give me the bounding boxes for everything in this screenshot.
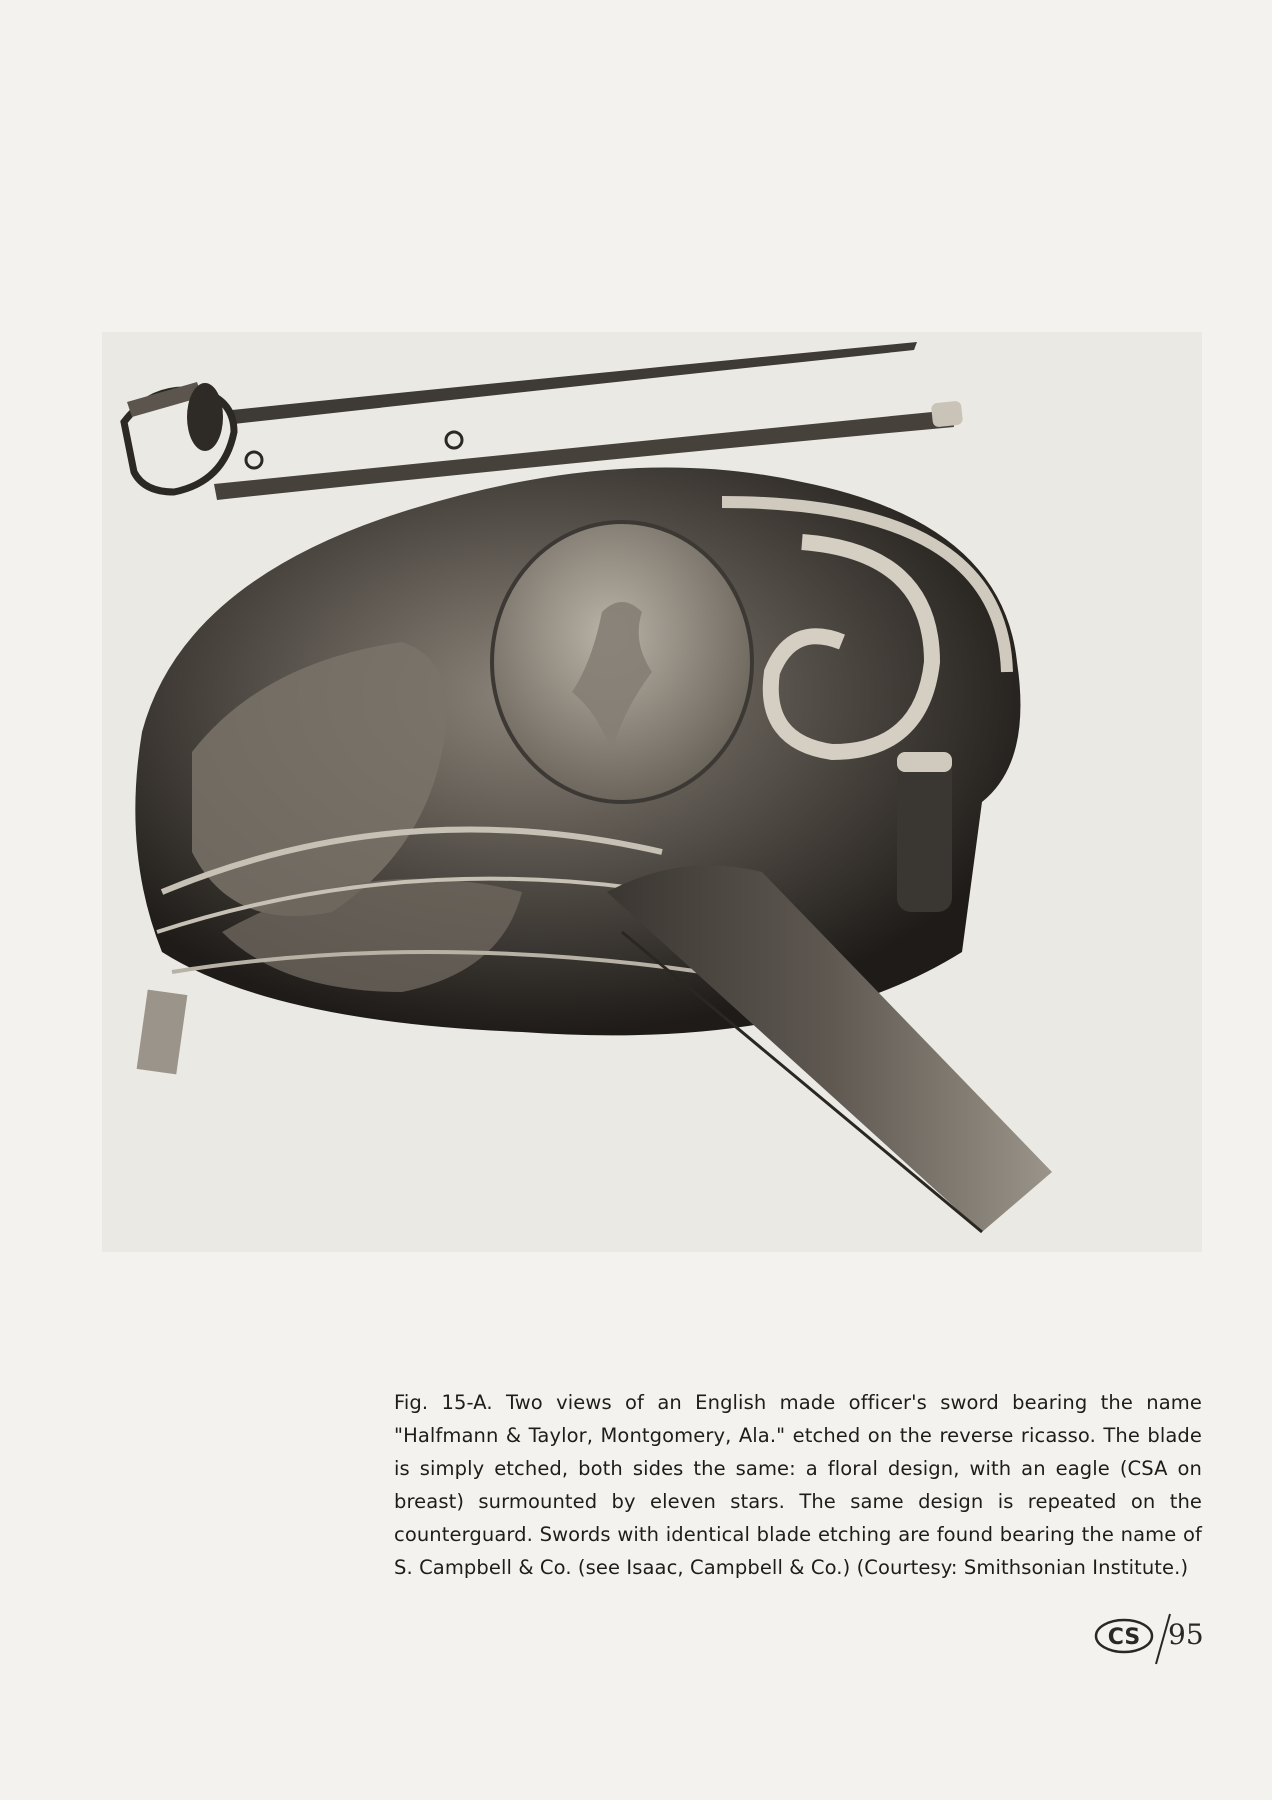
sword-full-view: [124, 342, 963, 500]
sword-photograph-drawing: [102, 332, 1202, 1252]
page-footer: [1088, 1610, 1218, 1666]
page-number: 95: [1168, 1618, 1204, 1651]
logo-text: CS: [1107, 1625, 1141, 1650]
figure-caption: Fig. 15-A. Two views of an English made officer's sword bearing the name "Halfmann & Taylor, Montgomery, Ala." etched on the reverse ricasso. The blade is simply etched, both sides the same: a floral design, with an eagle (CSA on breast) surmounted by eleven stars. The same design is repeated on the counterguard. Swords with identical blade etching are found bearing the name of S. Campbell & Co. (see Isaac, Campbell & Co.) (Courtesy: Smithsonian Institute.): [394, 1391, 1202, 1579]
sword-photograph: [102, 332, 1202, 1252]
counterguard-closeup: [135, 467, 1052, 1232]
